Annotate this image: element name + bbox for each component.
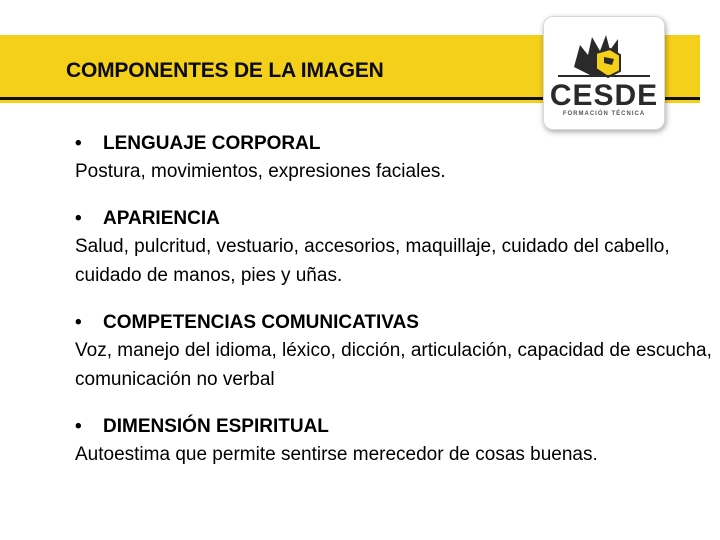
page-title: COMPONENTES DE LA IMAGEN [66,59,384,82]
bullet-icon: • [75,416,82,437]
content-list [75,131,715,489]
bullet-icon: • [75,208,82,229]
bullet-icon: • [75,312,82,333]
section-heading: APARIENCIA [103,208,220,229]
section-text: Autoestima que permite sentirse merecedor de cosas buenas. [75,444,598,465]
bullet-icon: • [75,133,82,154]
list-item [75,206,715,290]
section-text: Postura, movimientos, expresiones faciales. [75,161,446,182]
cesde-logo [543,16,665,130]
list-item [75,414,715,469]
list-item [75,131,715,186]
section-text: Salud, pulcritud, vestuario, accesorios, maquillaje, cuidado del cabello, cuidado de manos, pies y uñas. [75,236,670,286]
section-heading: DIMENSIÓN ESPIRITUAL [103,416,329,437]
logo-wordmark: CESDE [549,79,659,112]
section-heading: COMPETENCIAS COMUNICATIVAS [103,312,419,333]
section-text: Voz, manejo del idioma, léxico, dicción, articulación, capacidad de escucha, comunicación no verbal [75,340,712,390]
list-item [75,310,715,394]
section-heading: LENGUAJE CORPORAL [103,133,321,154]
logo-tagline: FORMACIÓN TÉCNICA [562,111,646,117]
